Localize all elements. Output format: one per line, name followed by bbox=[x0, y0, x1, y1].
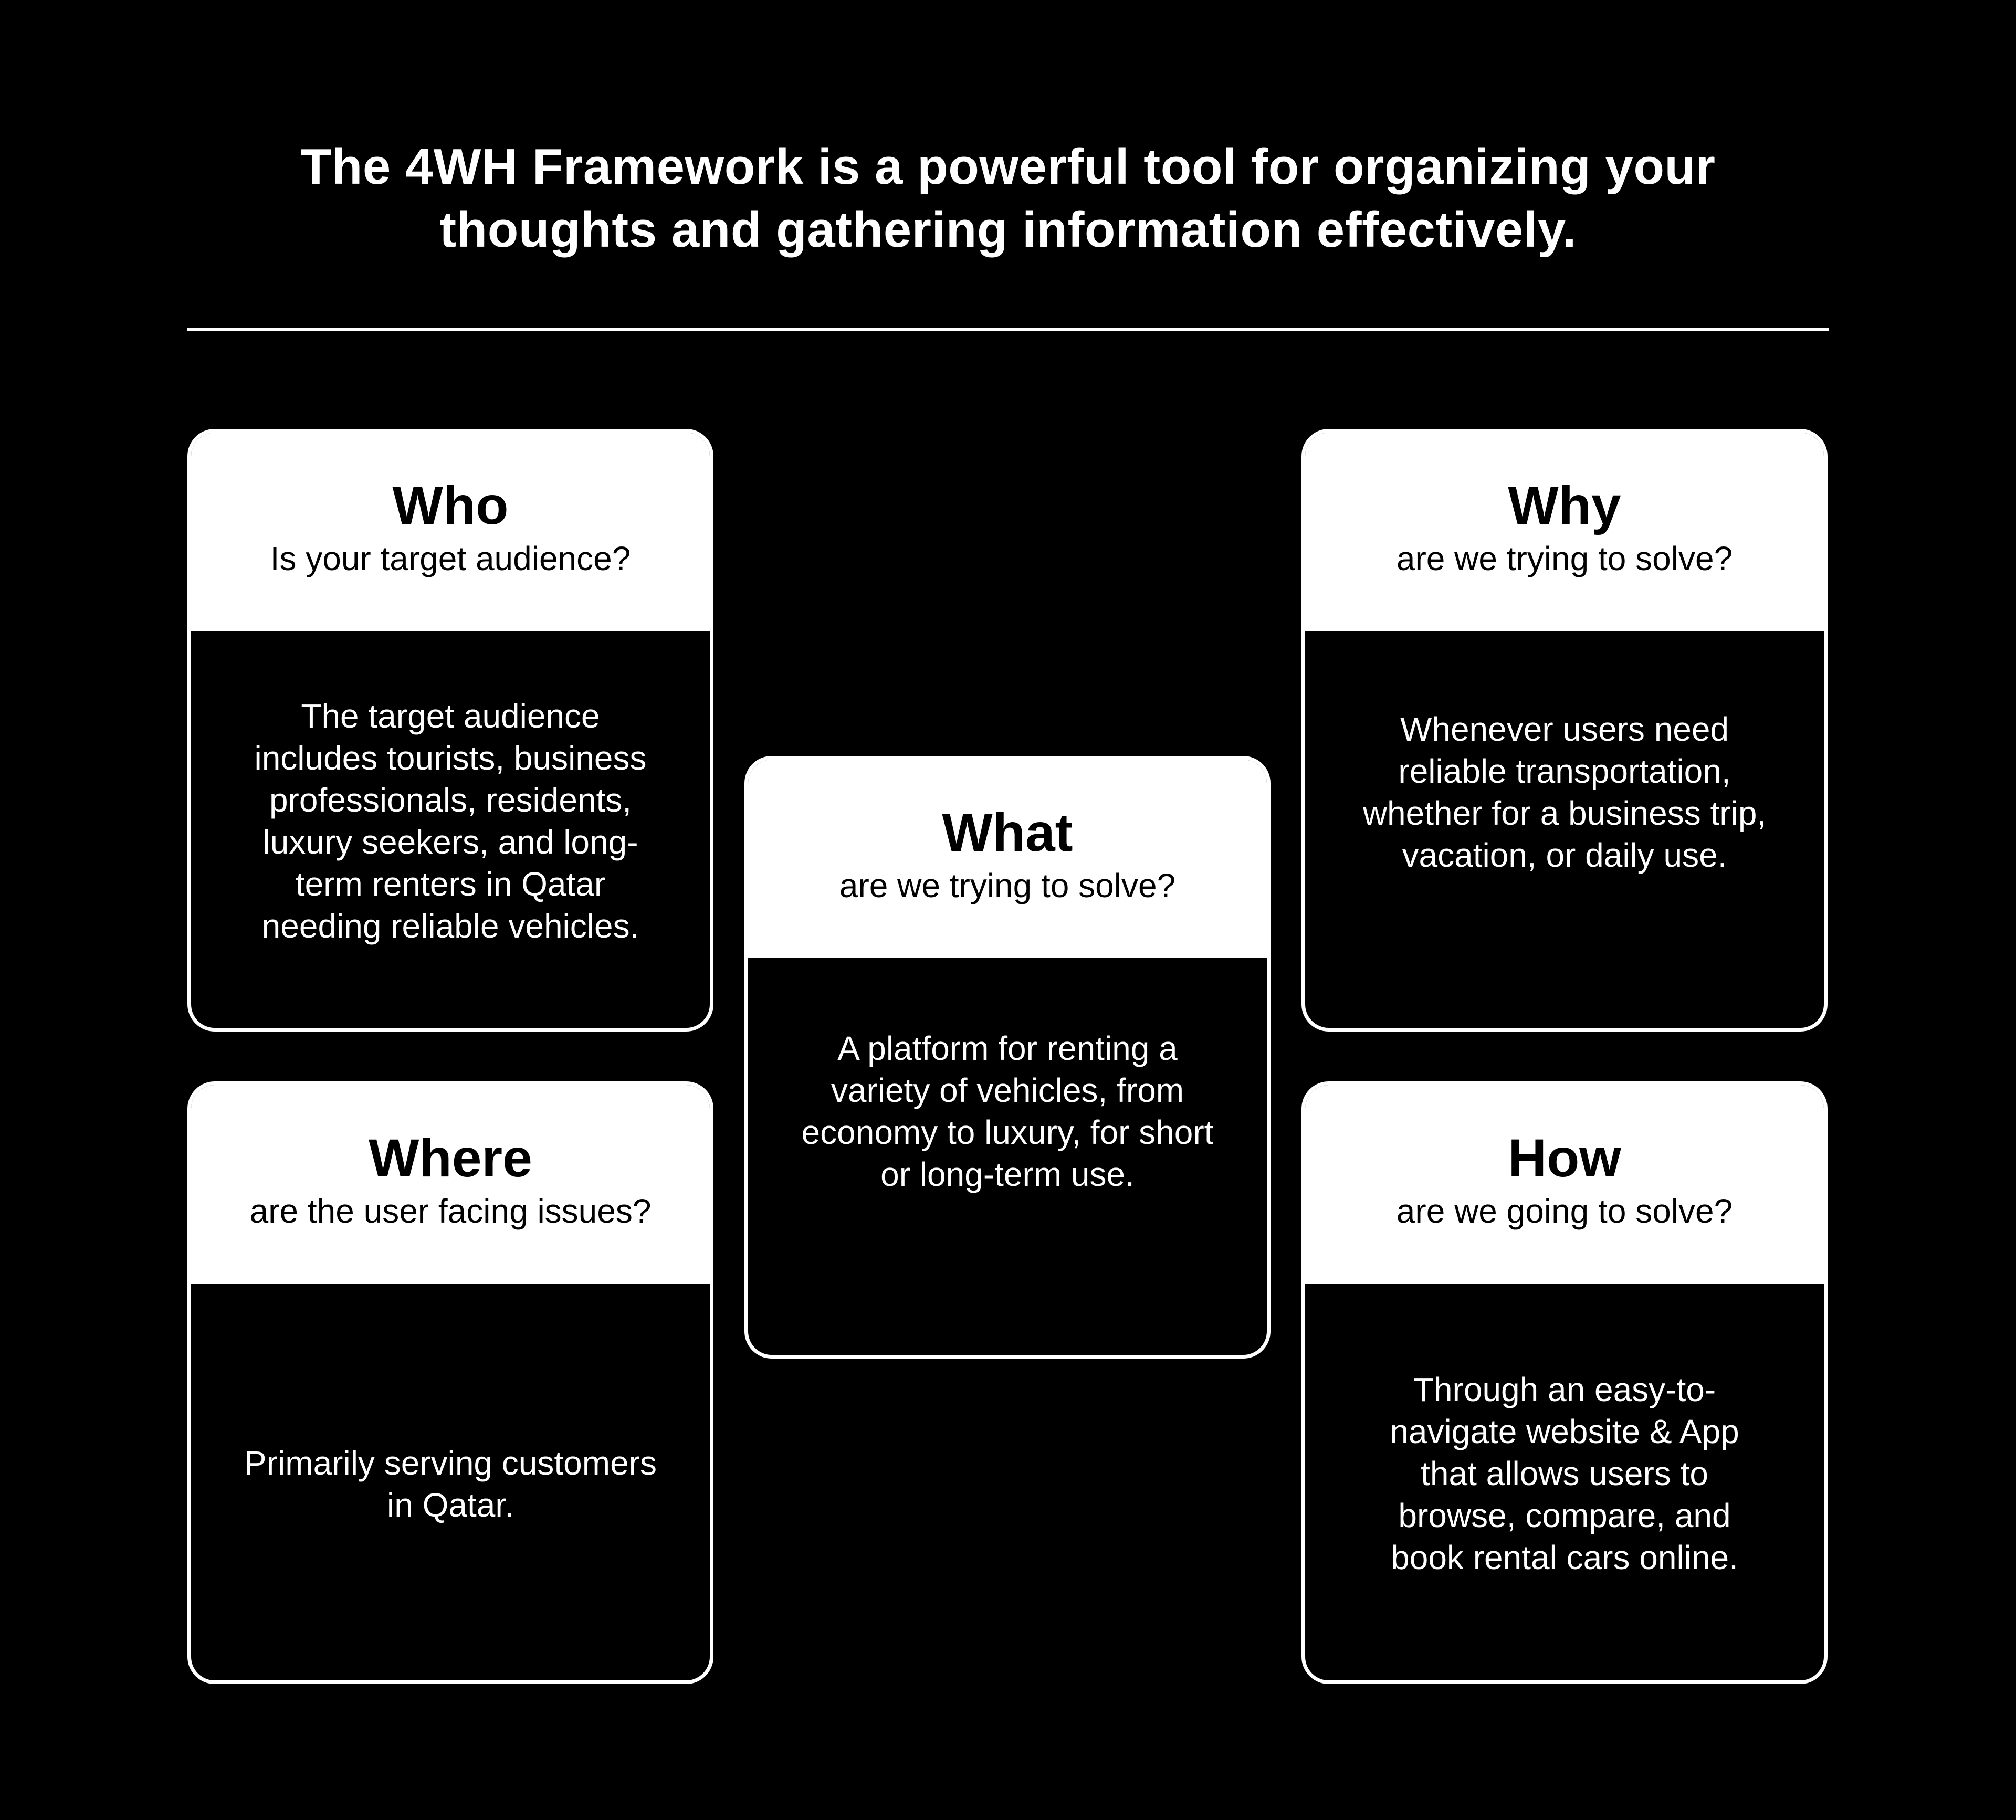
card-what bbox=[744, 756, 1270, 1359]
card-who bbox=[187, 429, 713, 1032]
card-body bbox=[1305, 631, 1824, 1032]
card-body-text: Through an easy-to-navigate website & App that allows users to browse, compare, and book rental cars online. bbox=[1390, 1370, 1739, 1576]
divider bbox=[187, 328, 1829, 331]
card-header bbox=[1305, 1085, 1824, 1284]
card-subtitle: are we trying to solve? bbox=[839, 867, 1176, 904]
card-body bbox=[191, 631, 710, 1032]
card-how bbox=[1301, 1081, 1828, 1684]
card-header bbox=[748, 760, 1267, 958]
card-title: Where bbox=[369, 1128, 532, 1188]
card-body bbox=[191, 1284, 710, 1684]
card-why bbox=[1301, 429, 1828, 1032]
card-subtitle: are we going to solve? bbox=[1396, 1192, 1733, 1230]
card-body-text: A platform for renting a variety of vehicles, from economy to luxury, for short or long-term use. bbox=[801, 1029, 1214, 1193]
card-title: Why bbox=[1508, 476, 1621, 535]
card-body bbox=[748, 958, 1267, 1359]
card-header bbox=[1305, 433, 1824, 631]
card-body bbox=[1305, 1284, 1824, 1684]
card-subtitle: are we trying to solve? bbox=[1396, 540, 1733, 577]
card-header bbox=[191, 1085, 710, 1284]
page-title: The 4WH Framework is a powerful tool for organizing your thoughts and gathering information effectively. bbox=[300, 139, 1716, 258]
card-body-text: The target audience includes tourists, business professionals, residents, luxury seekers, and long-term renters in Qatar needing reliable vehicles. bbox=[254, 697, 647, 945]
card-subtitle: are the user facing issues? bbox=[249, 1192, 652, 1230]
card-body-text: Whenever users need reliable transportation, whether for a business trip, vacation, or daily use. bbox=[1362, 710, 1767, 874]
card-body-text: Primarily serving customers in Qatar. bbox=[244, 1444, 657, 1524]
card-title: How bbox=[1508, 1128, 1621, 1188]
card-where bbox=[187, 1081, 713, 1684]
card-header bbox=[191, 433, 710, 631]
card-subtitle: Is your target audience? bbox=[270, 540, 631, 577]
card-title: Who bbox=[392, 476, 509, 535]
card-title: What bbox=[942, 803, 1073, 862]
